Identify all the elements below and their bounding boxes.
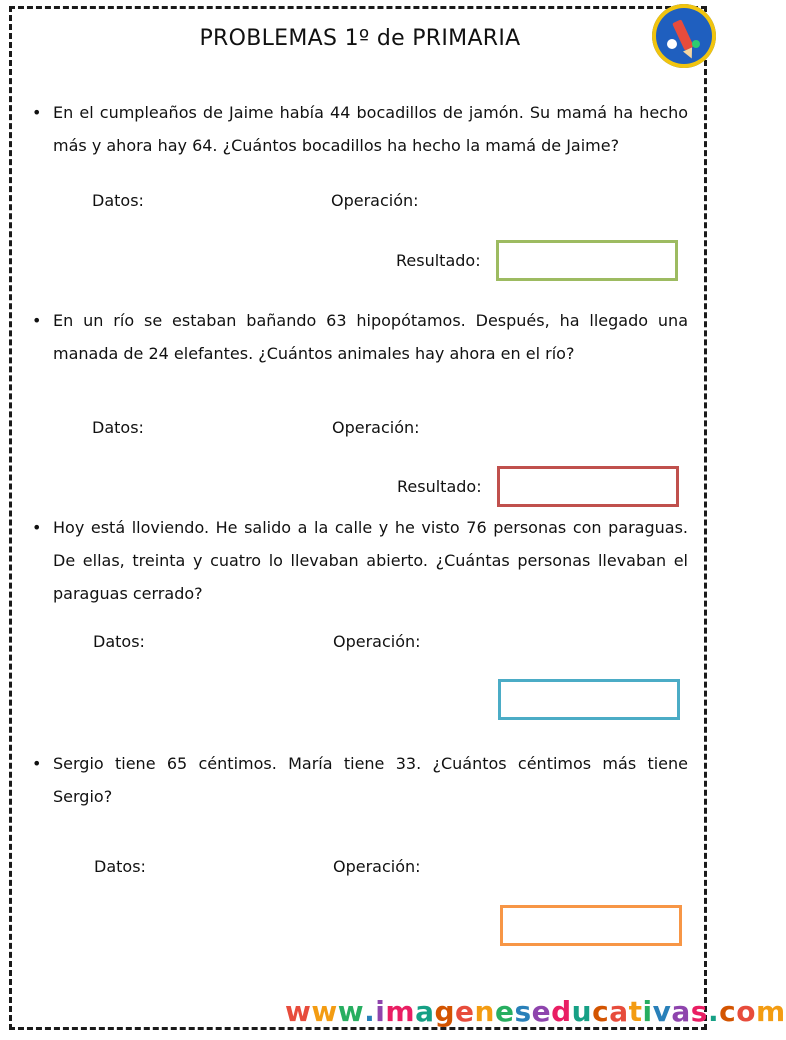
footer-letter: a — [415, 995, 435, 1028]
footer-letter: m — [755, 995, 786, 1028]
problem-1-datos-label: Datos: — [92, 191, 144, 210]
problem-2-datos-label: Datos: — [92, 418, 144, 437]
problem-1-answer-box[interactable] — [496, 240, 678, 281]
problem-1-resultado-label: Resultado: — [396, 251, 481, 270]
problem-3-text: Hoy está lloviendo. He salido a la calle y he visto 76 personas con paraguas. De ellas, treinta y cuatro lo llevaban abierto. ¿Cuántas personas llevaban el paraguas cerrado? — [53, 518, 688, 603]
bullet-icon: • — [32, 311, 42, 330]
bullet-icon: • — [32, 103, 42, 122]
problem-2-text: En un río se estaban bañando 63 hipopótamos. Después, ha llegado una manada de 24 elefantes. ¿Cuántos animales hay ahora en el río? — [53, 311, 688, 363]
problem-2-resultado-label: Resultado: — [397, 477, 482, 496]
footer-letter: s — [690, 995, 708, 1028]
problem-4-datos-label: Datos: — [94, 857, 146, 876]
footer-letter: e — [531, 995, 552, 1028]
footer-letter: c — [719, 995, 737, 1028]
footer-letter: u — [571, 995, 593, 1028]
pencil-logo-icon — [652, 4, 716, 68]
problem-4-operacion-label: Operación: — [333, 857, 421, 876]
problem-4-answer-box[interactable] — [500, 905, 682, 946]
problem-1-text: En el cumpleaños de Jaime había 44 bocadillos de jamón. Su mamá ha hecho más y ahora hay 64. ¿Cuántos bocadillos ha hecho la mamá de Jaime? — [53, 103, 688, 155]
footer-letter: . — [364, 995, 376, 1028]
footer-letter: n — [474, 995, 495, 1028]
problem-2 — [32, 304, 688, 370]
bullet-icon: • — [32, 518, 42, 537]
problem-3-datos-label: Datos: — [93, 632, 145, 651]
problem-3-operacion-label: Operación: — [333, 632, 421, 651]
footer-letter: . — [707, 995, 720, 1028]
footer-letter: i — [642, 995, 653, 1028]
website-url[interactable] — [285, 995, 786, 1028]
problem-3-answer-box[interactable] — [498, 679, 680, 720]
footer-letter: w — [285, 995, 312, 1028]
bullet-icon: • — [32, 754, 42, 773]
footer-letter: g — [434, 995, 456, 1028]
problem-4-text: Sergio tiene 65 céntimos. María tiene 33. ¿Cuántos céntimos más tiene Sergio? — [53, 754, 688, 806]
footer-letter: o — [736, 995, 756, 1028]
footer-letter: c — [592, 995, 610, 1028]
problem-4 — [32, 747, 688, 813]
footer-letter: m — [385, 995, 416, 1028]
footer-letter: a — [671, 995, 691, 1028]
footer-letter: w — [337, 995, 365, 1028]
problem-2-operacion-label: Operación: — [332, 418, 420, 437]
problem-3 — [32, 511, 688, 610]
footer-letter: a — [609, 995, 629, 1028]
footer-letter: v — [652, 995, 672, 1028]
footer-letter: e — [455, 995, 475, 1028]
footer-letter: s — [514, 995, 532, 1028]
footer-letter: t — [628, 995, 643, 1028]
page-title: PROBLEMAS 1º de PRIMARIA — [199, 26, 521, 51]
footer-letter: i — [375, 995, 386, 1028]
problem-1-operacion-label: Operación: — [331, 191, 419, 210]
footer-letter: d — [551, 995, 572, 1028]
footer-letter: e — [494, 995, 515, 1028]
footer-letter: w — [311, 995, 338, 1028]
problem-2-answer-box[interactable] — [497, 466, 679, 507]
problem-1 — [32, 96, 688, 162]
